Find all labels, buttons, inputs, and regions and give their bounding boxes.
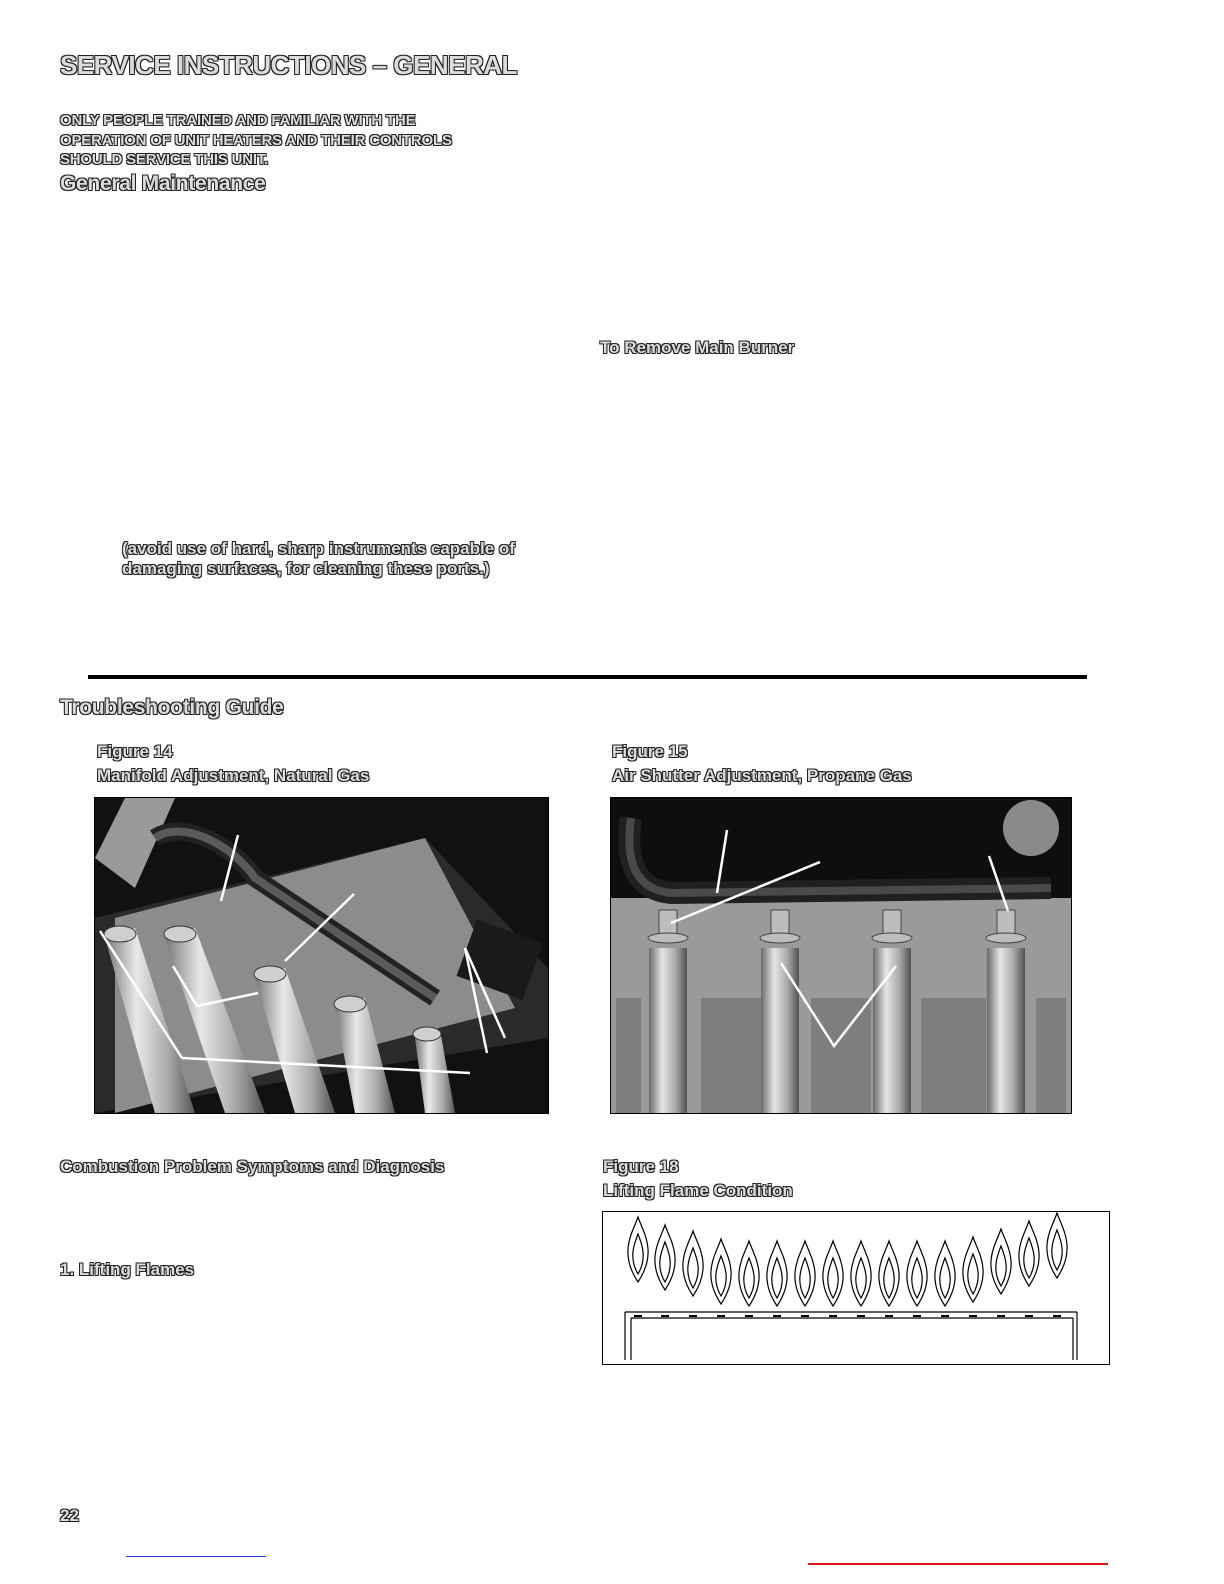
general-maintenance-heading: General Maintenance bbox=[60, 172, 266, 195]
remove-burner-heading: To Remove Main Burner bbox=[600, 338, 795, 357]
figure-15-number: Figure 15 bbox=[612, 742, 688, 761]
figure-18-number: Figure 18 bbox=[603, 1157, 679, 1176]
page-title: SERVICE INSTRUCTIONS – GENERAL bbox=[60, 50, 517, 80]
page-number: 22 bbox=[60, 1506, 79, 1525]
figure-14-photo bbox=[94, 797, 549, 1114]
figure-14-caption: Manifold Adjustment, Natural Gas bbox=[97, 766, 370, 785]
warning-line-2: OPERATION OF UNIT HEATERS AND THEIR CONTROLS bbox=[60, 132, 452, 149]
figure-15-caption: Air Shutter Adjustment, Propane Gas bbox=[612, 766, 912, 785]
warning-line-1: ONLY PEOPLE TRAINED AND FAMILIAR WITH THE bbox=[60, 112, 416, 129]
lifting-flames-item: 1. Lifting Flames bbox=[60, 1260, 195, 1279]
figure-15-photo bbox=[610, 797, 1072, 1114]
figure-18-diagram bbox=[602, 1211, 1110, 1365]
troubleshooting-heading: Troubleshooting Guide bbox=[60, 696, 284, 719]
cleaning-note-line-2: damaging surfaces, for cleaning these ports.) bbox=[122, 559, 490, 578]
section-divider bbox=[88, 675, 1087, 679]
cleaning-note-line-1: (avoid use of hard, sharp instruments capable of bbox=[122, 539, 515, 558]
figure-14-number: Figure 14 bbox=[97, 742, 173, 761]
warning-line-3: SHOULD SERVICE THIS UNIT. bbox=[60, 151, 269, 168]
figure-18-caption: Lifting Flame Condition bbox=[603, 1181, 793, 1200]
footer-link-underline-left[interactable] bbox=[126, 1556, 266, 1557]
combustion-heading: Combustion Problem Symptoms and Diagnosis bbox=[60, 1157, 445, 1176]
footer-link-underline-right[interactable] bbox=[808, 1563, 1108, 1565]
